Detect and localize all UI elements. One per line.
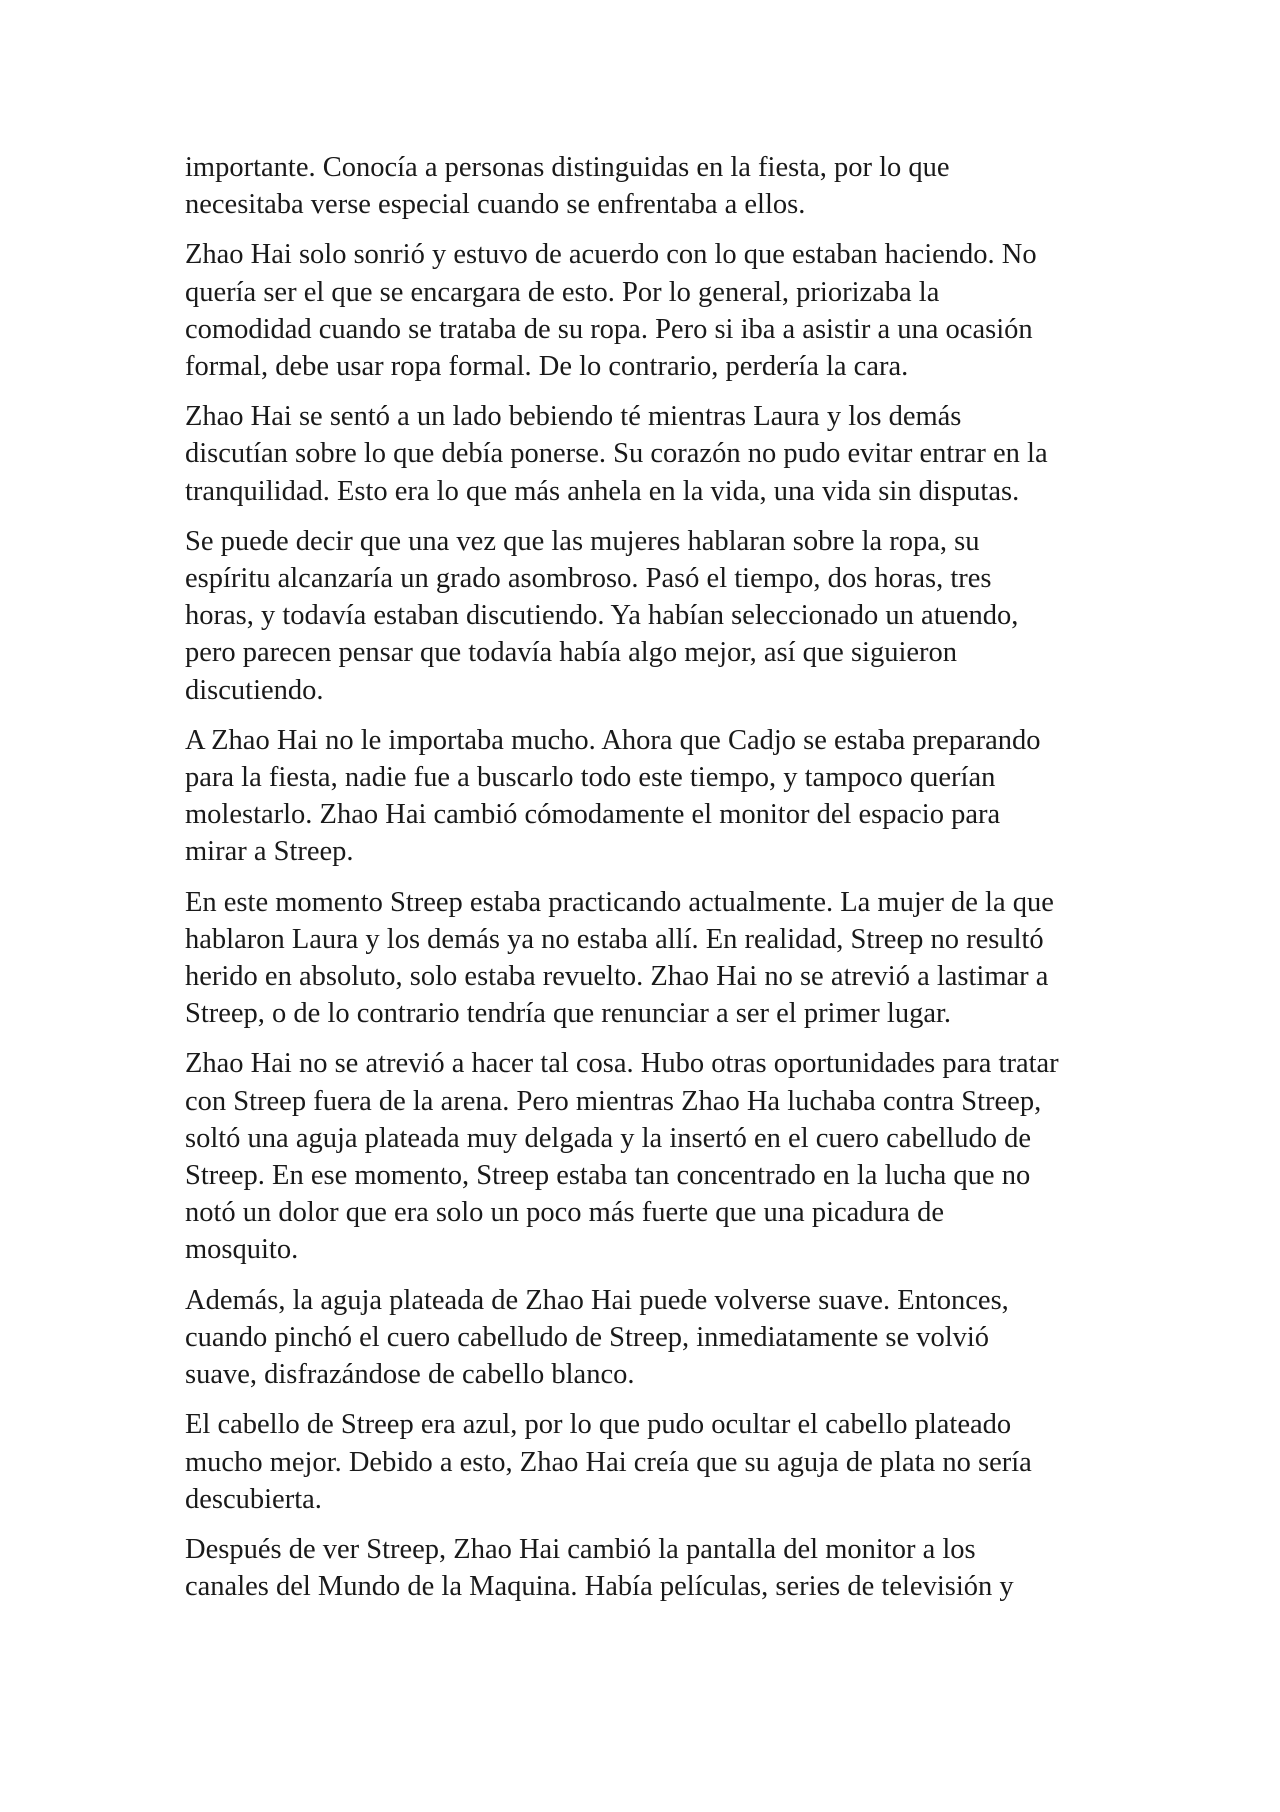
text-line: Zhao Hai solo sonrió y estuvo de acuerdo con lo que estaban haciendo. No [185,239,1037,271]
text-line: notó un dolor que era solo un poco más fuerte que una picadura de [185,1197,944,1229]
paragraph-4 [185,523,1115,709]
text-line: para la fiesta, nadie fue a buscarlo todo este tiempo, y tampoco querían [185,762,996,794]
text-line: Se puede decir que una vez que las mujeres hablaran sobre la ropa, su [185,525,980,557]
paragraph-7 [185,1045,1115,1268]
paragraph-8 [185,1282,1115,1394]
text-line: Después de ver Streep, Zhao Hai cambió la pantalla del monitor a los [185,1533,976,1565]
paragraph-9 [185,1406,1115,1518]
text-line: Streep. En ese momento, Streep estaba tan concentrado en la lucha que no [185,1160,1031,1192]
text-line: soltó una aguja plateada muy delgada y la insertó en el cuero cabelludo de [185,1122,1031,1154]
text-line: Streep, o de lo contrario tendría que renunciar a ser el primer lugar. [185,998,952,1030]
text-line: Zhao Hai no se atrevió a hacer tal cosa. Hubo otras oportunidades para tratar [185,1048,1059,1080]
text-line: discutían sobre lo que debía ponerse. Su corazón no pudo evitar entrar en la [185,438,1048,470]
text-line: necesitaba verse especial cuando se enfrentaba a ellos. [185,189,806,221]
text-line: formal, debe usar ropa formal. De lo contrario, perdería la cara. [185,351,909,383]
text-line: quería ser el que se encargara de esto. Por lo general, priorizaba la [185,276,940,308]
paragraph-2 [185,236,1115,385]
text-line: cuando pinchó el cuero cabelludo de Streep, inmediatamente se volvió [185,1321,990,1353]
text-line: molestarlo. Zhao Hai cambió cómodamente el monitor del espacio para [185,799,1001,831]
text-line: canales del Mundo de la Maquina. Había películas, series de televisión y [185,1571,1014,1603]
text-line: pero parecen pensar que todavía había algo mejor, así que siguieron [185,637,958,669]
text-line: con Streep fuera de la arena. Pero mientras Zhao Ha luchaba contra Streep, [185,1085,1042,1117]
text-line: mosquito. [185,1234,299,1266]
document-body [185,149,1115,1618]
paragraph-1 [185,149,1115,223]
text-line: discutiendo. [185,674,324,706]
text-line: En este momento Streep estaba practicando actualmente. La mujer de la que [185,886,1054,918]
text-line: importante. Conocía a personas distinguidas en la fiesta, por lo que [185,152,950,183]
text-line: A Zhao Hai no le importaba mucho. Ahora que Cadjo se estaba preparando [185,724,1041,756]
text-line: mirar a Streep. [185,836,354,868]
text-line: Además, la aguja plateada de Zhao Hai puede volverse suave. Entonces, [185,1284,1009,1316]
text-line: hablaron Laura y los demás ya no estaba allí. En realidad, Streep no resultó [185,923,1044,955]
paragraph-5 [185,722,1115,871]
text-line: Zhao Hai se sentó a un lado bebiendo té mientras Laura y los demás [185,401,962,433]
text-line: descubierta. [185,1483,322,1515]
text-line: suave, disfrazándose de cabello blanco. [185,1359,635,1391]
text-line: mucho mejor. Debido a esto, Zhao Hai creía que su aguja de plata no sería [185,1446,1032,1478]
text-line: horas, y todavía estaban discutiendo. Ya habían seleccionado un atuendo, [185,600,1019,632]
paragraph-6 [185,884,1115,1033]
text-line: comodidad cuando se trataba de su ropa. Pero si iba a asistir a una ocasión [185,313,1033,345]
text-line: espíritu alcanzaría un grado asombroso. Pasó el tiempo, dos horas, tres [185,563,992,595]
paragraph-10 [185,1531,1115,1605]
paragraph-3 [185,398,1115,510]
text-line: El cabello de Streep era azul, por lo que pudo ocultar el cabello plateado [185,1409,1012,1441]
text-line: herido en absoluto, solo estaba revuelto. Zhao Hai no se atrevió a lastimar a [185,961,1049,993]
text-line: tranquilidad. Esto era lo que más anhela en la vida, una vida sin disputas. [185,475,1020,507]
